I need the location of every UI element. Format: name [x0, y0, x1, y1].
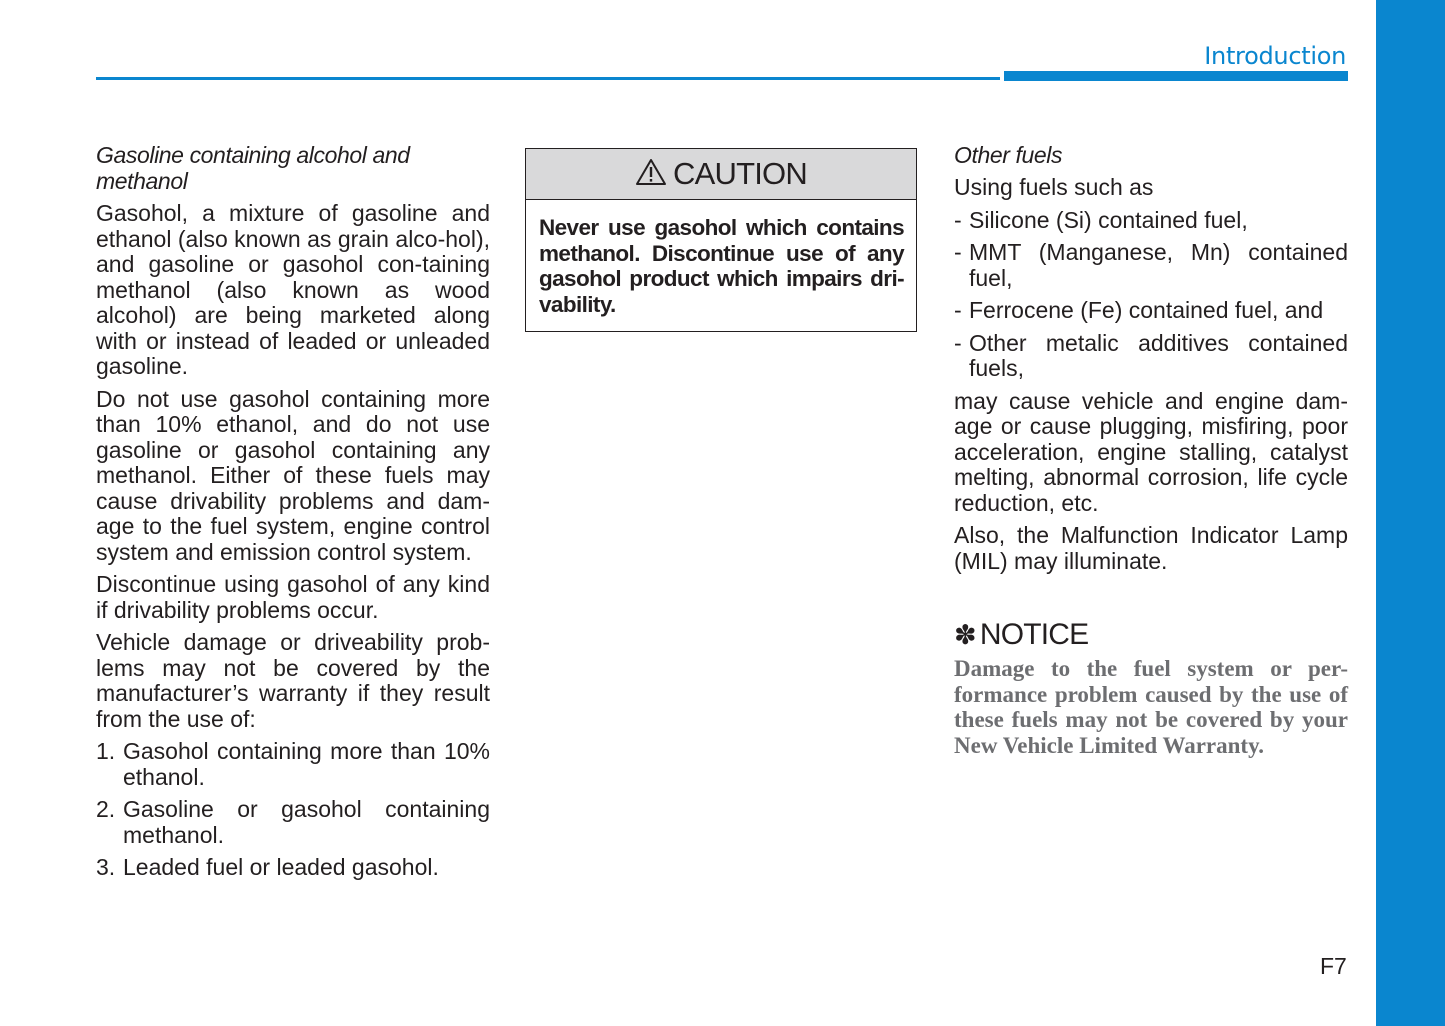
list-item-text: Gasoline or gasohol containing methanol.: [123, 796, 490, 848]
list-marker: 2.: [96, 796, 116, 822]
notice-text: Damage to the fuel system or per-formance problem caused by the use of these fuels may not be covered by your New Vehicle Limited Warranty.: [954, 656, 1348, 758]
caution-text: Never use gasohol which contains methanol. Discontinue use of any gasohol product which impairs dri-vability.: [539, 215, 904, 317]
right-column: [954, 142, 1348, 758]
list-marker: 3.: [96, 854, 116, 880]
notice-star-icon: ✽: [954, 620, 976, 650]
list-item: [954, 208, 1348, 234]
middle-column: [525, 148, 919, 332]
list-marker: -: [954, 206, 962, 233]
list-item: [96, 797, 490, 848]
paragraph: Gasohol, a mixture of gasoline and ethanol (also known as grain alco-hol), and gasoline or gasohol con-taining methanol (also known as wood alcohol) are being marketed along with or instead of leaded or unleaded gasoline.: [96, 200, 490, 379]
list-item: [96, 855, 490, 881]
list-item-text: Leaded fuel or leaded gasohol.: [123, 854, 439, 880]
list-marker: -: [954, 239, 962, 265]
notice-title: NOTICE: [979, 618, 1089, 651]
list-marker: -: [954, 297, 962, 323]
paragraph: Discontinue using gasohol of any kind if drivability problems occur.: [96, 571, 490, 623]
section-heading-other-fuels: Other fuels: [954, 142, 1063, 168]
list-item: [954, 298, 1348, 324]
list-item-text: Other metalic additives contained fuels,: [969, 329, 1348, 381]
list-item-text: Gasohol containing more than 10% ethanol.: [123, 738, 490, 790]
warning-triangle-icon: [635, 158, 667, 186]
header-rule-thick: [1004, 71, 1348, 81]
section-heading-gasoline-alcohol: Gasoline containing alcohol and methanol: [96, 142, 410, 194]
left-column: [96, 142, 490, 888]
paragraph: Also, the Malfunction Indicator Lamp (MIL) may illuminate.: [954, 522, 1348, 574]
caution-header: [526, 149, 916, 200]
fuel-list: [954, 208, 1348, 382]
list-marker: 1.: [96, 738, 116, 764]
list-item-text: MMT (Manganese, Mn) contained fuel,: [969, 239, 1348, 291]
side-tab: [1376, 0, 1445, 1026]
section-title: Introduction: [1204, 42, 1346, 70]
list-item: [954, 240, 1348, 291]
paragraph: may cause vehicle and engine dam-age or cause plugging, misfiring, poor acceleration, engine stalling, catalyst melting, abnormal corrosion, life cycle reduction, etc.: [954, 387, 1348, 516]
list-marker: -: [954, 329, 962, 356]
paragraph: Do not use gasohol containing more than 10% ethanol, and do not use gasoline or gasohol containing any methanol. Either of these fuels may cause drivability problems and dam-age to the fuel system, engine control system and emission control system.: [96, 385, 490, 565]
notice-heading: [954, 618, 1348, 652]
caution-title: CAUTION: [673, 156, 807, 192]
list-item-text: Silicone (Si) contained fuel,: [969, 206, 1248, 233]
numbered-list: [96, 739, 490, 881]
paragraph: Vehicle damage or driveability prob-lems may not be covered by the manufacturer’s warranty if they result from the use of:: [96, 629, 490, 732]
header-rule-thin: [96, 77, 1000, 80]
caution-box: [525, 148, 917, 332]
list-item-text: Ferrocene (Fe) contained fuel, and: [969, 297, 1324, 323]
list-item: [96, 739, 490, 790]
paragraph: Using fuels such as: [954, 174, 1154, 200]
page-number: F7: [1320, 953, 1347, 979]
list-item: [954, 331, 1348, 382]
